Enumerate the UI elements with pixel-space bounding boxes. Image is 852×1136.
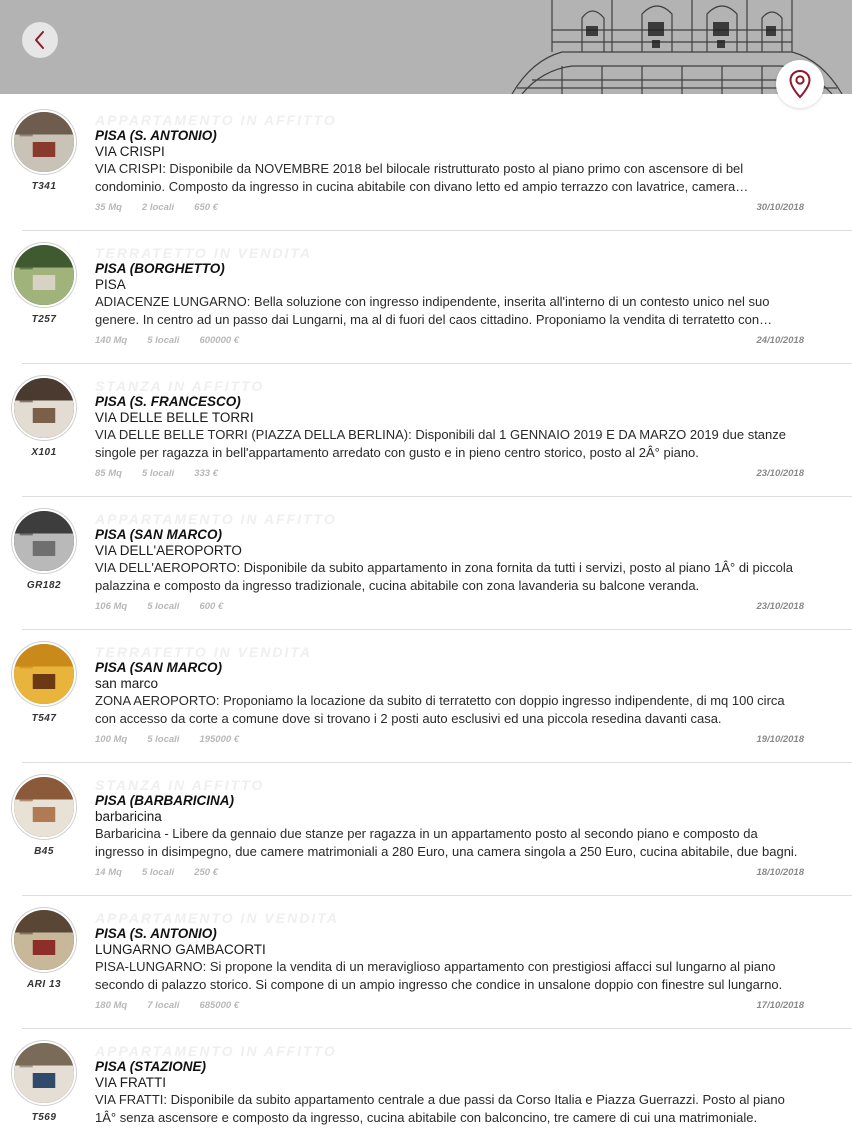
- listing-meta: [95, 734, 804, 747]
- listing-thumbnail-block: [12, 110, 76, 192]
- listing-size: 180 Mq: [95, 1000, 128, 1011]
- listing-street: VIA DELL'AEROPORTO: [95, 543, 242, 558]
- listing-content: [95, 1043, 804, 1136]
- listing-content: [95, 644, 804, 747]
- listing-description: ZONA AEROPORTO: Proponiamo la locazione da subito di terratetto con doppio ingresso indipendente, di mq 100 circa con accesso da corte a comune dove si trovano i 2 posti auto esclusivi ed una piccola resedina davanti casa.: [95, 693, 785, 726]
- listing-item[interactable]: [22, 630, 852, 763]
- listing-reference: T547: [31, 713, 57, 724]
- listing-type: APPARTAMENTO IN AFFITTO: [95, 511, 337, 527]
- listing-rooms: 5 locali: [141, 867, 175, 878]
- listing-size: 14 Mq: [95, 867, 122, 878]
- listing-type: TERRATETTO IN VENDITA: [95, 245, 312, 261]
- listing-rooms: 2 locali: [141, 202, 175, 213]
- listing-thumbnail-block: [12, 908, 76, 990]
- listing-thumbnail-block: [12, 376, 76, 458]
- listing-rooms: 5 locali: [147, 335, 180, 346]
- listing-size: 35 Mq: [95, 202, 122, 213]
- listing-price: 333 €: [194, 468, 218, 479]
- listing-street: barbaricina: [95, 809, 162, 824]
- listing-content: [95, 245, 804, 348]
- listing-content: [95, 378, 804, 481]
- listing-street: san marco: [95, 676, 159, 691]
- listing-reference: T257: [31, 314, 57, 325]
- listing-meta: [95, 867, 804, 880]
- listing-reference: ARI 13: [26, 979, 62, 990]
- listing-date: 23/10/2018: [756, 468, 804, 479]
- listing-meta: [95, 335, 804, 348]
- listing-date: 18/10/2018: [756, 867, 804, 878]
- listing-meta: [95, 601, 804, 614]
- header-bar: [0, 0, 852, 94]
- listing-price: 250 €: [194, 867, 218, 878]
- listing-size: 100 Mq: [95, 734, 128, 745]
- listing-photo: [12, 1041, 76, 1105]
- listing-item[interactable]: [22, 763, 852, 896]
- back-button[interactable]: [22, 22, 58, 58]
- listing-price: 685000 €: [199, 1000, 240, 1011]
- listing-meta: [95, 202, 804, 215]
- listing-type: APPARTAMENTO IN AFFITTO: [95, 1043, 337, 1059]
- listing-zone: PISA (BORGHETTO): [95, 261, 225, 276]
- listing-photo: [12, 110, 76, 174]
- listing-photo: [12, 642, 76, 706]
- listing-zone: PISA (SAN MARCO): [95, 527, 222, 542]
- listing-photo: [12, 908, 76, 972]
- listing-thumbnail-block: [12, 509, 76, 591]
- listing-type: STANZA IN AFFITTO: [95, 777, 265, 793]
- listing-date: 23/10/2018: [756, 601, 804, 612]
- listing-reference: GR182: [26, 580, 62, 591]
- listing-size: 106 Mq: [95, 601, 128, 612]
- listing-description: PISA-LUNGARNO: Si propone la vendita di un meraviglioso appartamento con prestigiosi affacci sul lungarno al piano secondo di palazzo storico. Si compone di un ampio ingresso che condice in unsalone doppio con finestre sul lungarno.: [95, 959, 783, 992]
- listing-list: [0, 98, 852, 1136]
- listing-zone: PISA (STAZIONE): [95, 1059, 206, 1074]
- listing-type: APPARTAMENTO IN VENDITA: [95, 910, 339, 926]
- listing-rooms: 7 locali: [147, 1000, 180, 1011]
- listing-zone: PISA (S. ANTONIO): [95, 128, 217, 143]
- listing-thumbnail-block: [12, 243, 76, 325]
- chevron-left-icon: [33, 30, 47, 50]
- listing-rooms: 5 locali: [147, 734, 180, 745]
- listing-content: [95, 112, 804, 215]
- listing-size: 140 Mq: [95, 335, 128, 346]
- listing-zone: PISA (S. FRANCESCO): [95, 394, 241, 409]
- listing-content: [95, 777, 804, 880]
- listing-zone: PISA (BARBARICINA): [95, 793, 234, 808]
- listing-price: 195000 €: [199, 734, 240, 745]
- listing-date: 24/10/2018: [756, 335, 804, 346]
- listing-type: TERRATETTO IN VENDITA: [95, 644, 312, 660]
- listing-price: 650 €: [194, 202, 218, 213]
- listing-thumbnail-block: [12, 1041, 76, 1123]
- listing-content: [95, 511, 804, 614]
- listing-date: 19/10/2018: [756, 734, 804, 745]
- listing-type: APPARTAMENTO IN AFFITTO: [95, 112, 337, 128]
- listing-item[interactable]: [22, 497, 852, 630]
- listing-item[interactable]: [22, 896, 852, 1029]
- listing-description: ADIACENZE LUNGARNO: Bella soluzione con ingresso indipendente, inserita all'interno di un contesto unico nel suo genere. In centro ad un passo dai Lungarni, ma al di fuori del caos cittadino. Proponiamo la vendita di terratetto con: [95, 294, 770, 327]
- listing-reference: T569: [31, 1112, 57, 1123]
- listing-price: 600000 €: [199, 335, 240, 346]
- listing-description: Barbaricina - Libere da gennaio due stanze per ragazza in un appartamento posto al secondo piano e composto da ingresso in disimpegno, due camere matrimoniali a 280 Euro, una camera singola a 250 Euro, cucina abitabile, due bagni.: [95, 826, 798, 859]
- listing-rooms: 5 locali: [147, 601, 180, 612]
- listing-street: VIA FRATTI: [95, 1075, 167, 1090]
- map-pin-icon: [788, 69, 812, 99]
- listing-street: PISA: [95, 277, 126, 292]
- listing-date: 17/10/2018: [756, 1000, 804, 1011]
- listing-date: 30/10/2018: [756, 202, 804, 213]
- listing-size: 85 Mq: [95, 468, 122, 479]
- listing-item[interactable]: [22, 1029, 852, 1136]
- listing-street: VIA CRISPI: [95, 144, 165, 159]
- listing-street: LUNGARNO GAMBACORTI: [95, 942, 266, 957]
- listing-thumbnail-block: [12, 642, 76, 724]
- listing-description: VIA DELLE BELLE TORRI (PIAZZA DELLA BERLINA): Disponibili dal 1 GENNAIO 2019 E DA MARZO 2019 due stanze singole per ragazza in bell'appartamento arredato con gusto e in pieno centro storico, posto al 2Â° piano.: [95, 427, 786, 460]
- listing-photo: [12, 509, 76, 573]
- listing-item[interactable]: [22, 231, 852, 364]
- listing-content: [95, 910, 804, 1013]
- listing-photo: [12, 376, 76, 440]
- listing-item[interactable]: [22, 98, 852, 231]
- listing-description: VIA DELL'AEROPORTO: Disponibile da subito appartamento in zona fornita da tutti i servizi, posto al piano 1Â° di piccola palazzina e composto da ingresso tradizionale, cucina abitabile con zona lavanderia su balcone veranda.: [95, 560, 794, 593]
- listing-thumbnail-block: [12, 775, 76, 857]
- listing-meta: [95, 1000, 804, 1013]
- listing-reference: X101: [31, 447, 57, 458]
- listing-reference: T341: [31, 181, 57, 192]
- listing-meta: [95, 468, 804, 481]
- listing-description: VIA FRATTI: Disponibile da subito appartamento centrale a due passi da Corso Italia e Piazza Guerrazzi. Posto al piano 1Â° senza ascensore e composto da ingresso, cucina abitabile con balconcino, tre camere di cui una matrimoniale.: [95, 1092, 785, 1125]
- listing-item[interactable]: [22, 364, 852, 497]
- listing-zone: PISA (SAN MARCO): [95, 660, 222, 675]
- listing-photo: [12, 243, 76, 307]
- listing-photo: [12, 775, 76, 839]
- listing-reference: B45: [34, 846, 54, 857]
- listing-description: VIA CRISPI: Disponibile da NOVEMBRE 2018 bel bilocale ristrutturato posto al piano primo con ascensore di bel condominio. Composto da ingresso in cucina abitabile con divano letto ed ampio terrazzo con lavatrice, camera: [95, 161, 744, 194]
- listing-price: 600 €: [199, 601, 224, 612]
- listing-rooms: 5 locali: [141, 468, 175, 479]
- listing-type: STANZA IN AFFITTO: [95, 378, 265, 394]
- map-view-button[interactable]: [776, 60, 824, 108]
- listing-zone: PISA (S. ANTONIO): [95, 926, 217, 941]
- listing-street: VIA DELLE BELLE TORRI: [95, 410, 254, 425]
